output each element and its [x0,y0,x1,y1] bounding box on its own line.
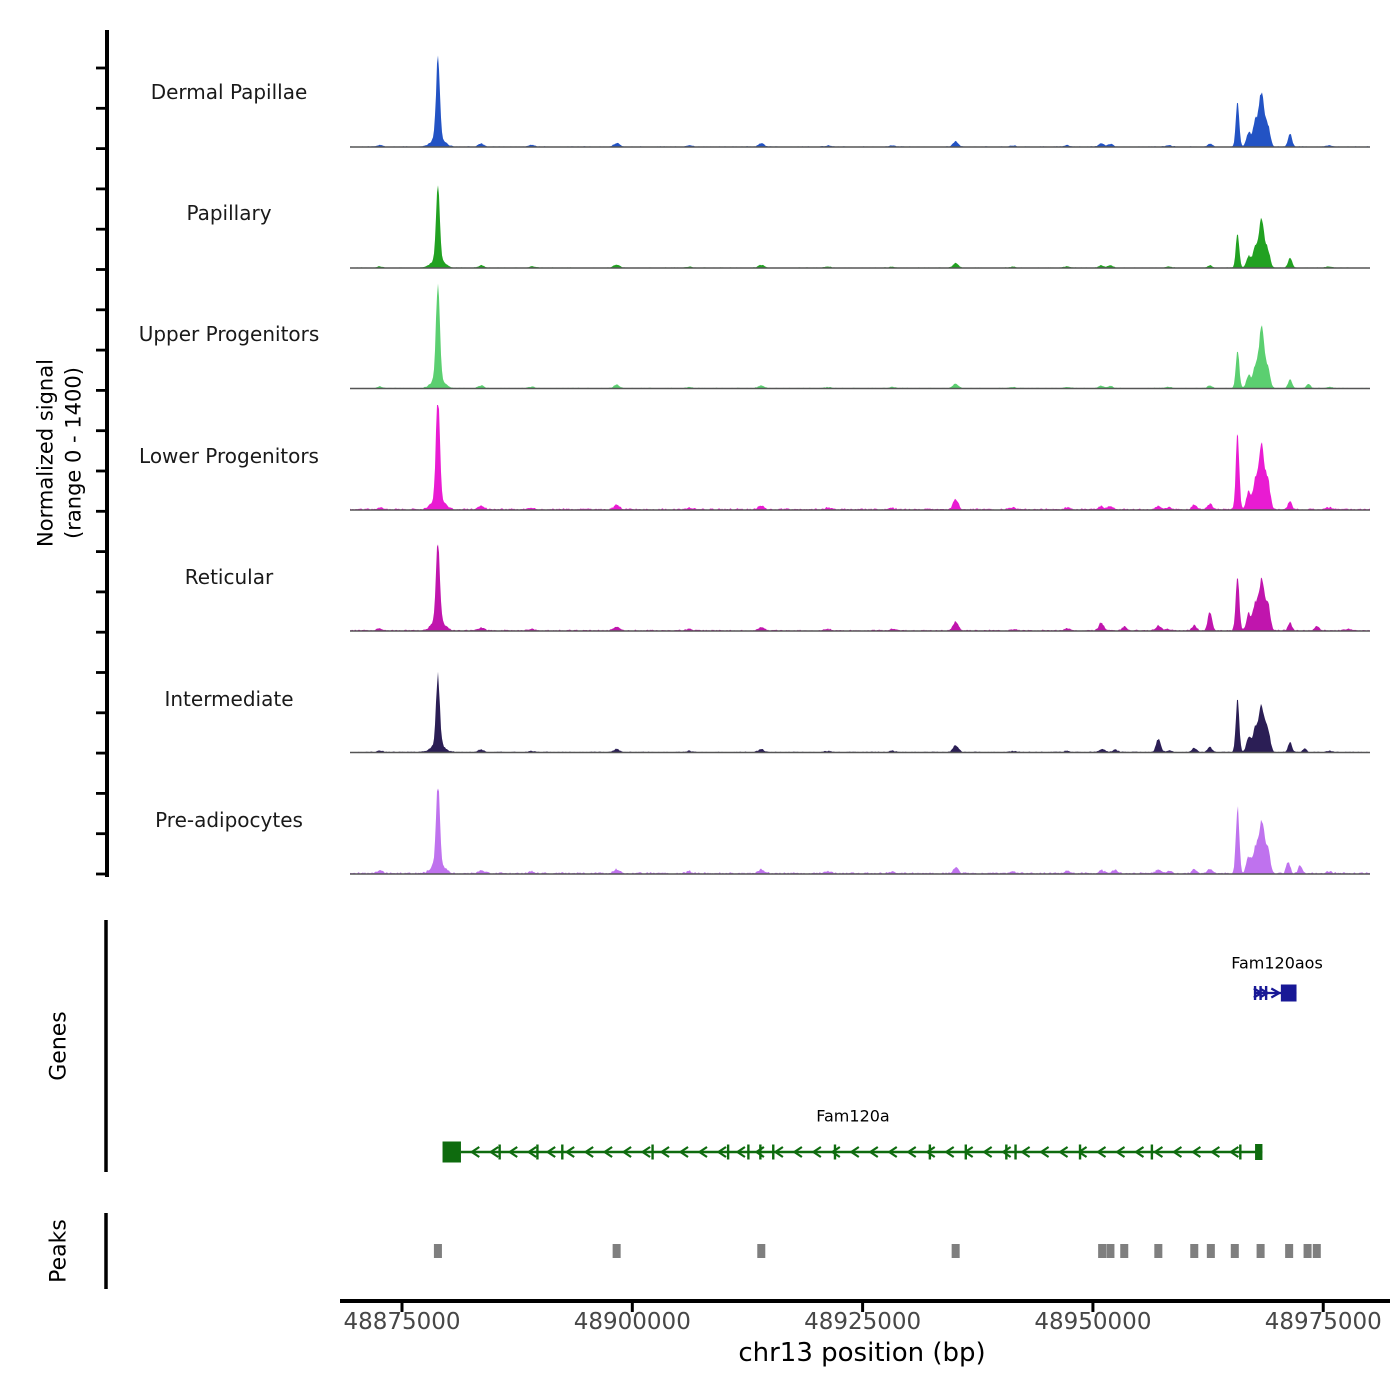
gene-exon-tick [1014,1145,1016,1160]
peak-region-marker [1190,1244,1198,1258]
peak-region-marker [434,1244,442,1258]
x-axis-title: chr13 position (bp) [738,1338,986,1368]
gene-exon-tick [1239,1145,1241,1160]
peak-region-marker [1313,1244,1321,1258]
peak-region-marker [1231,1244,1239,1258]
gene-exon-tick [1151,1145,1153,1160]
track-label-pre-adipocytes: Pre-adipocytes [155,808,303,832]
peak-region-marker [757,1244,765,1258]
peak-region-marker [613,1244,621,1258]
track-label-upper-progenitors: Upper Progenitors [138,322,320,346]
y-axis-label [32,359,87,547]
peak-region-marker [952,1244,960,1258]
x-axis-tick-label: 48900000 [573,1309,691,1335]
gene-label-fam120aos: Fam120aos [1231,953,1323,973]
gene-end-box [1255,1144,1262,1160]
peaks-section-label: Peaks [46,1219,72,1283]
gene-utr-box [1281,985,1297,1002]
track-label-lower-progenitors: Lower Progenitors [139,444,319,468]
peak-region-marker [1106,1244,1114,1258]
signal-area-pre-adipocytes [350,789,1370,874]
peak-region-marker [1257,1244,1265,1258]
peak-region-marker [1207,1244,1215,1258]
gene-exon-tick [536,1145,538,1160]
peak-region-marker [1154,1244,1162,1258]
gene-exon-tick [498,1145,500,1160]
signal-area-reticular [350,544,1370,631]
x-axis-tick-label: 48975000 [1264,1309,1382,1335]
peak-region-marker [1098,1244,1106,1258]
gene-exon-tick [747,1145,749,1160]
peak-region-marker [1285,1244,1293,1258]
signal-area-upper-progenitors [350,284,1370,389]
signal-area-dermal-papillae [350,55,1370,147]
x-axis-tick-label: 48925000 [804,1309,922,1335]
track-label-reticular: Reticular [184,565,274,589]
signal-area-papillary [350,185,1370,268]
y-axis-label-line2: (range 0 - 1400) [61,367,85,539]
peak-region-marker [1120,1244,1128,1258]
signal-area-lower-progenitors [350,405,1370,510]
gene-exon-tick [651,1145,653,1160]
y-axis-label-line1: Normalized signal [33,359,58,547]
gene-exon-tick [1005,1145,1007,1160]
gene-exon-tick [727,1145,729,1160]
genes-section-label: Genes [46,1011,72,1081]
gene-start-box [443,1142,461,1163]
gene-exon-tick [561,1145,563,1160]
signal-area-intermediate [350,672,1370,753]
track-label-papillary: Papillary [186,201,272,225]
track-label-intermediate: Intermediate [164,687,294,711]
x-axis-tick-label: 48950000 [1034,1309,1152,1335]
x-axis-tick-label: 48875000 [343,1309,461,1335]
gene-label-fam120a: Fam120a [816,1106,890,1126]
peak-region-marker [1304,1244,1312,1258]
track-label-dermal-papillae: Dermal Papillae [150,80,308,104]
gene-exon-tick [759,1145,761,1160]
